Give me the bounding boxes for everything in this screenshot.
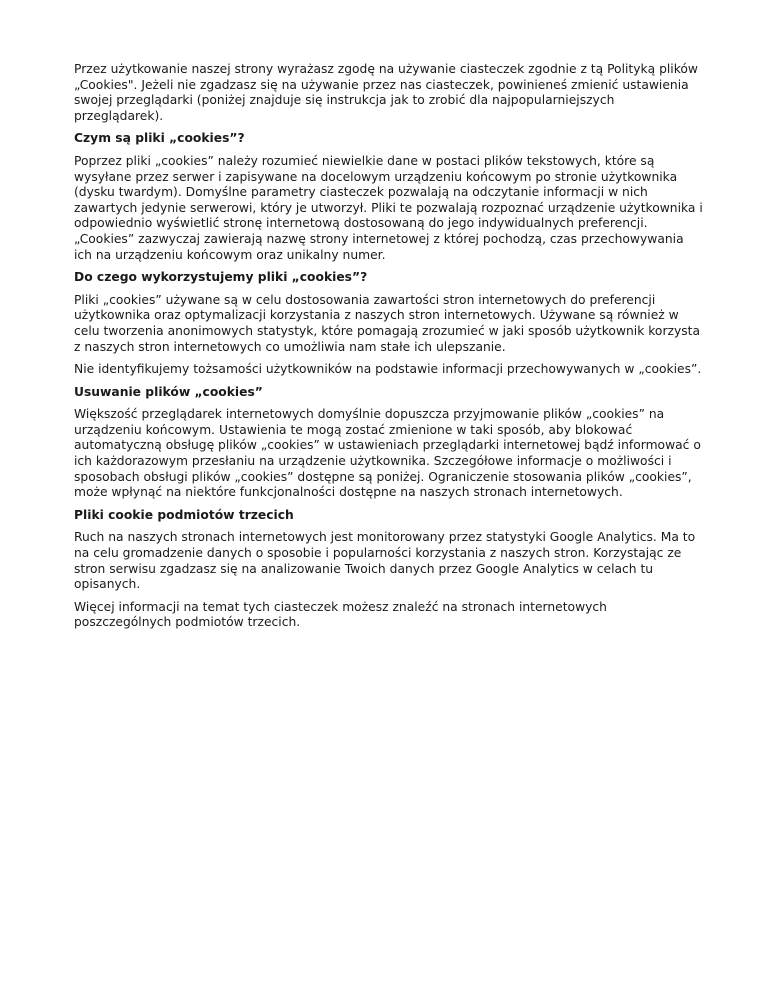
section-heading-cookie-usage: Do czego wykorzystujemy pliki „cookies”? bbox=[74, 270, 368, 285]
section-heading-what-are-cookies: Czym są pliki „cookies”? bbox=[74, 131, 245, 146]
paragraph-google-analytics: Ruch na naszych stronach internetowych jest monitorowany przez statystyki Google Analytics. Ma to na celu gromadzenie danych o sposobie i popularności korzystania z naszych stron. Korzystając ze stron serwisu zgadzasz się na analizowanie Twoich danych przez Google Analytics w celach tu opisanych. bbox=[74, 530, 696, 592]
cookie-policy-document bbox=[74, 62, 704, 638]
section-heading-third-party-cookies: Pliki cookie podmiotów trzecich bbox=[74, 507, 294, 522]
paragraph-cookie-usage: Pliki „cookies” używane są w celu dostosowania zawartości stron internetowych do preferencji użytkownika oraz optymalizacji korzystania z naszych stron internetowych. Używane są również w celu tworzenia anonimowych statystyk, które pomagają zrozumieć w jaki sposób użytkownik korzysta z naszych stron internetowych co umożliwia nam stałe ich ulepszanie. bbox=[74, 292, 701, 354]
intro-paragraph: Przez użytkowanie naszej strony wyrażasz zgodę na używanie ciasteczek zgodnie z tą Polityką plików „Cookies". Jeżeli nie zgadzasz się na używanie przez nas ciasteczek, powinieneś zmienić ustawienia swojej przeglądarki (poniżej znajduje się instrukcja jak to zrobić dla najpopularniejszych przeglądarek). bbox=[74, 62, 698, 123]
paragraph-more-info: Więcej informacji na temat tych ciasteczek możesz znaleźć na stronach internetowych poszczególnych podmiotów trzecich. bbox=[74, 599, 607, 630]
paragraph-identity: Nie identyfikujemy tożsamości użytkowników na podstawie informacji przechowywanych w „cookies”. bbox=[74, 362, 702, 377]
section-heading-removing-cookies: Usuwanie plików „cookies” bbox=[74, 384, 263, 399]
paragraph-removing-cookies: Większość przeglądarek internetowych domyślnie dopuszcza przyjmowanie plików „cookies” na urządzeniu końcowym. Ustawienia te mogą zostać zmienione w taki sposób, aby blokować automatyczną obsługę plików „cookies” w ustawieniach przeglądarki internetowej bądź informować o ich każdorazowym przesłaniu na urządzenie użytkownika. Szczegółowe informacje o możliwości i sposobach obsługi plików „cookies” dostępne są poniżej. Ograniczenie stosowania plików „cookies”, może wpłynąć na niektóre funkcjonalności dostępne na naszych stronach internetowych. bbox=[74, 407, 701, 500]
paragraph-what-are-cookies: Poprzez pliki „cookies” należy rozumieć niewielkie dane w postaci plików tekstowych, które są wysyłane przez serwer i zapisywane na docelowym urządzeniu końcowym po stronie użytkownika (dysku twardym). Domyślne parametry ciasteczek pozwalają na odczytanie informacji w nich zawartych jedynie serwerowi, który je utworzył. Pliki te pozwalają rozpoznać urządzenie użytkownika i odpowiednio wyświetlić stronę internetową dostosowaną do jego indywidualnych preferencji. „Cookies” zazwyczaj zawierają nazwę strony internetowej z której pochodzą, czas przechowywania ich na urządzeniu końcowym oraz unikalny numer. bbox=[74, 153, 703, 262]
